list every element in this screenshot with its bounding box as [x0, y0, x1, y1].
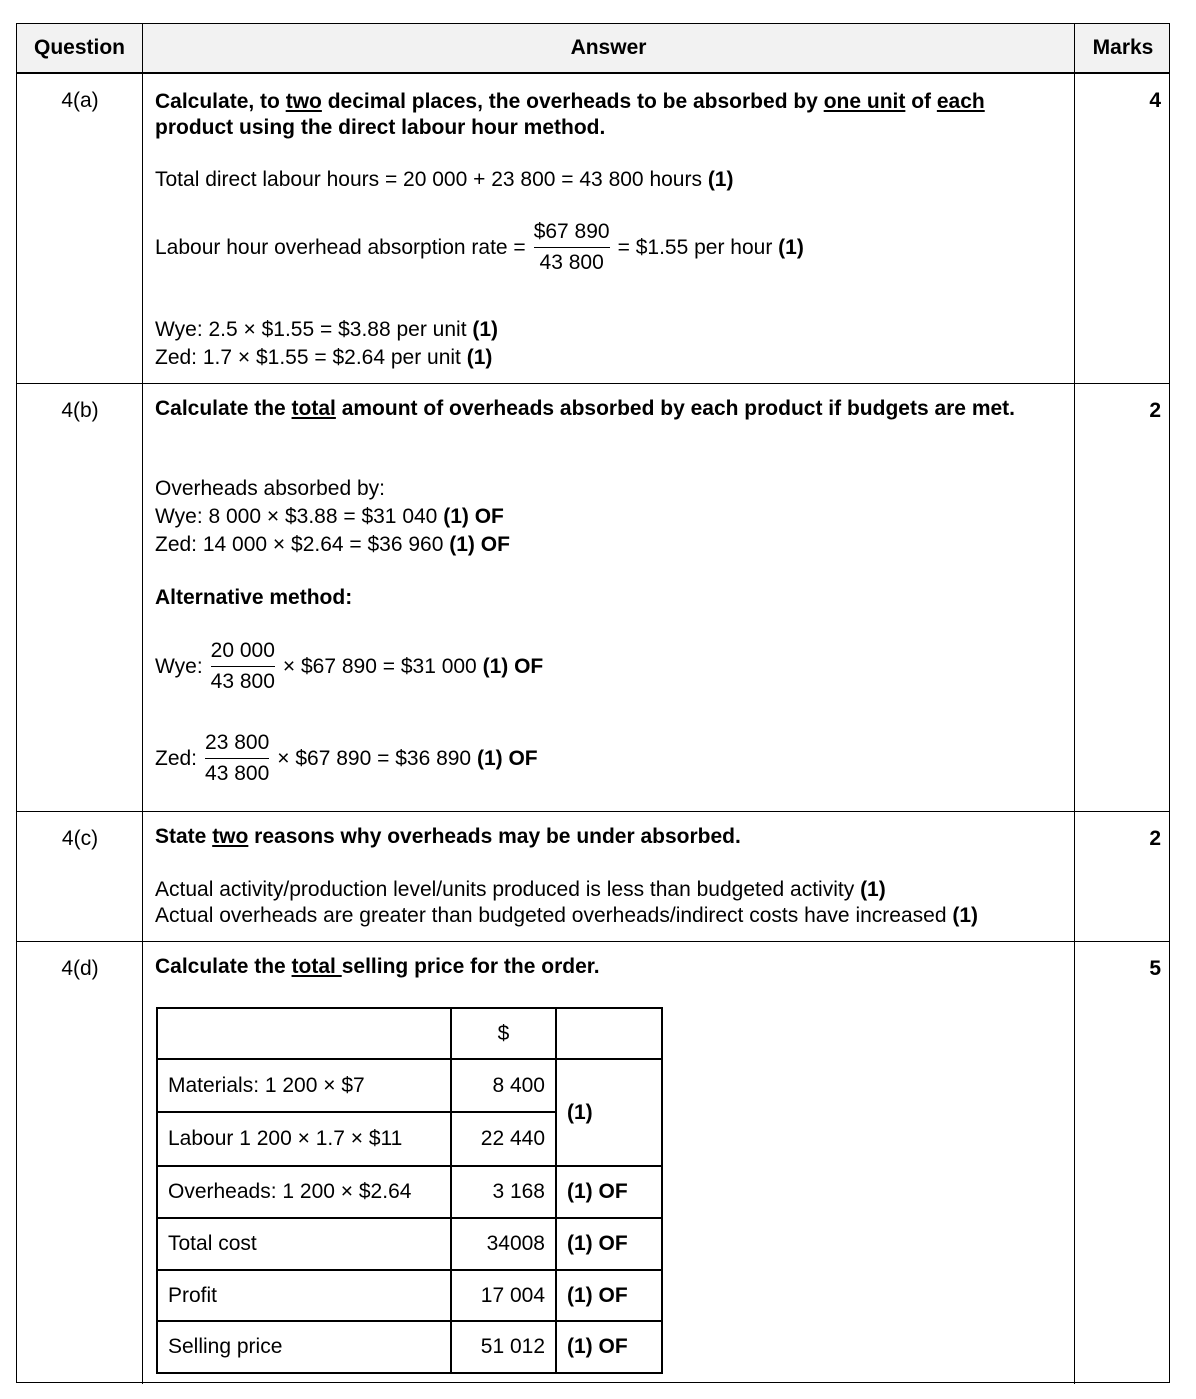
currency-header: $ — [451, 1008, 556, 1059]
alt-wye-line: Wye: $\frac{20 000}{43 800}$ × $67 890 = $31 000 (1) OF — [155, 636, 543, 697]
shared-mark: (1) — [556, 1059, 662, 1166]
table-row: Labour 1 200 × 1.7 × $11 22 440 — [157, 1112, 662, 1166]
question-heading: Calculate the total selling price for the order. — [155, 955, 600, 978]
wye-line: Wye: 2.5 × $1.55 = $3.88 per unit (1) — [155, 318, 499, 341]
marks-value: 2 — [1149, 827, 1161, 850]
question-heading: State two reasons why overheads may be under absorbed. — [155, 825, 741, 848]
wye-line: Wye: 8 000 × $3.88 = $31 040 (1) OF — [155, 505, 504, 528]
question-heading: Calculate the total amount of overheads absorbed by each product if budgets are met. — [155, 397, 1016, 420]
table-row: Materials: 1 200 × $7 8 400 (1) — [157, 1059, 662, 1112]
marks-value: 4 — [1149, 89, 1161, 112]
marks-value: 5 — [1149, 957, 1161, 980]
mark-scheme-table — [16, 23, 1170, 1383]
question-row-4c — [17, 812, 1169, 942]
fraction: $\frac{20 000}{43 800}$ — [210, 639, 275, 693]
marks-value: 2 — [1149, 399, 1161, 422]
question-row-4a — [17, 74, 1169, 384]
question-row-4b — [17, 384, 1169, 812]
reason-1: Actual activity/production level/units produced is less than budgeted activity (1) — [155, 878, 886, 901]
header-question: Question — [17, 24, 143, 72]
alt-zed-line: Zed: $\frac{23 800}{43 800}$ × $67 890 = $36 890 (1) OF — [155, 728, 538, 789]
table-row: Selling price 51 012 (1) OF — [157, 1321, 662, 1373]
question-number: 4(b) — [61, 399, 99, 422]
question-number: 4(a) — [61, 89, 99, 112]
table-row: Overheads: 1 200 × $2.64 3 168 (1) OF — [157, 1166, 662, 1218]
question-number: 4(d) — [61, 957, 99, 980]
table-row: Total cost 34008 (1) OF — [157, 1218, 662, 1270]
fraction: $\frac{\$67 890}{43 800}$ — [533, 220, 610, 274]
reason-2: Actual overheads are greater than budgeted overheads/indirect costs have increased (1) — [155, 904, 979, 927]
absorbed-by-label: Overheads absorbed by: — [155, 477, 385, 500]
total-hours-line: Total direct labour hours = 20 000 + 23 800 = 43 800 hours (1) — [155, 168, 734, 191]
table-row: Profit 17 004 (1) OF — [157, 1270, 662, 1321]
fraction: $\frac{23 800}{43 800}$ — [205, 731, 270, 785]
zed-line: Zed: 14 000 × $2.64 = $36 960 (1) OF — [155, 533, 510, 556]
table-header — [17, 24, 1169, 74]
alternative-method-heading: Alternative method: — [155, 586, 353, 609]
question-row-4d — [17, 942, 1169, 1384]
selling-price-table — [156, 1007, 663, 1374]
header-answer: Answer — [143, 24, 1075, 72]
question-number: 4(c) — [61, 827, 99, 850]
zed-line: Zed: 1.7 × $1.55 = $2.64 per unit (1) — [155, 346, 493, 369]
table-header-row — [157, 1008, 662, 1059]
absorption-rate-line: Labour hour overhead absorption rate = $\frac{\$67 890}{43 800}$ = $1.55 per hour (1) — [155, 217, 804, 278]
question-heading: Calculate, to two decimal places, the overheads to be absorbed by one unit of each product using the direct labour hour method. — [155, 90, 985, 139]
header-marks: Marks — [1092, 36, 1154, 59]
